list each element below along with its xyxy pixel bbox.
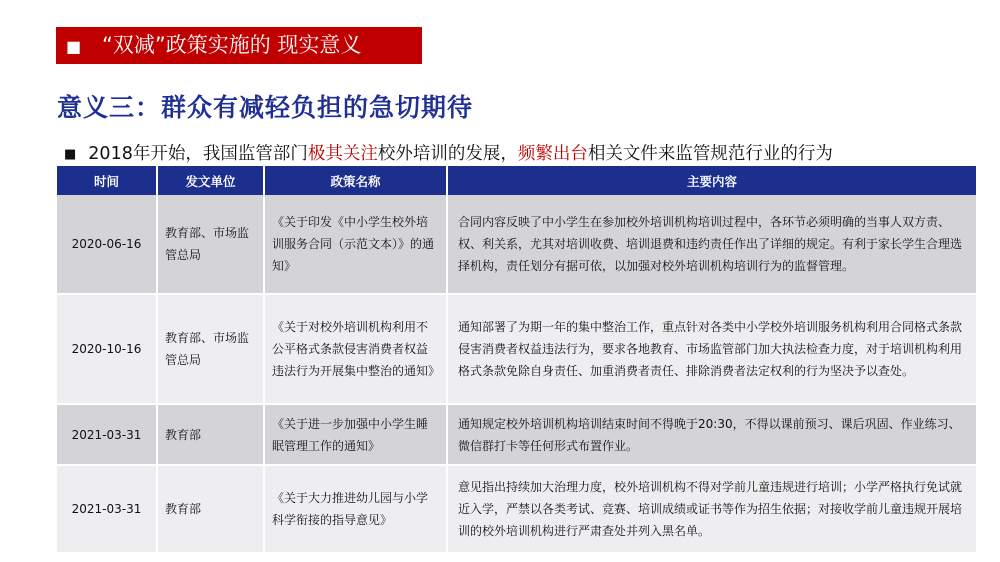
cell-content: 通知部署了为期一年的集中整治工作，重点针对各类中小学校外培训服务机构利用合同格式条款侵害消费者权益违法行为，要求各地教育、市场监管部门加大执法检查力度，对于培训机构利用格式条款免除自身责任、加重消费者责任、排除消费者法定权利的行为坚决予以查处。 [447, 294, 977, 404]
intro-highlight-1: 极其关注 [307, 144, 378, 164]
cell-unit: 教育部、市场监管总局 [157, 195, 264, 294]
cell-unit: 教育部、市场监管总局 [157, 294, 264, 404]
column-header-unit: 发文单位 [157, 166, 264, 195]
table-row [57, 195, 977, 294]
section-header [56, 27, 422, 64]
cell-content: 合同内容反映了中小学生在参加校外培训机构培训过程中，各环节必须明确的当事人双方责、权、利关系，尤其对培训收费、培训退费和违约责任作出了详细的规定。有利于家长学生合理选择机构，责任划分有据可依，以加强对校外培训机构培训行为的监督管理。 [447, 195, 977, 294]
column-header-content: 主要内容 [447, 166, 977, 195]
cell-content: 意见指出持续加大治理力度，校外培训机构不得对学前儿童违规进行培训；小学严格执行免试就近入学，严禁以各类考试、竞赛、培训成绩或证书等作为招生依据；对接收学前儿童违规开展培训的校外培训机构进行严肃查处并列入黑名单。 [447, 465, 977, 553]
cell-policy-name: 《关于进一步加强中小学生睡眠管理工作的通知》 [264, 404, 447, 465]
page-subtitle: 意义三：群众有减轻负担的急切期待 [57, 93, 474, 122]
cell-content: 通知规定校外培训机构培训结束时间不得晚于20:30，不得以课前预习、课后巩固、作业练习、微信群打卡等任何形式布置作业。 [447, 404, 977, 465]
table-header-row [57, 166, 977, 195]
intro-highlight-2: 频繁出台 [517, 144, 588, 164]
square-bullet-icon: ■ [66, 37, 82, 56]
intro-line [64, 140, 833, 165]
cell-unit: 教育部 [157, 404, 264, 465]
column-header-name: 政策名称 [264, 166, 447, 195]
table-row [57, 294, 977, 404]
intro-text-3: 相关文件来监管规范行业的行为 [587, 144, 833, 164]
policy-table [57, 166, 978, 554]
cell-time: 2021-03-31 [57, 404, 157, 465]
cell-time: 2021-03-31 [57, 465, 157, 553]
cell-time: 2020-06-16 [57, 195, 157, 294]
intro-text-2: 校外培训的发展， [377, 144, 518, 164]
square-bullet-icon: ■ [64, 147, 77, 162]
table-row [57, 465, 977, 553]
cell-unit: 教育部 [157, 465, 264, 553]
cell-policy-name: 《关于对校外培训机构利用不公平格式条款侵害消费者权益违法行为开展集中整治的通知》 [264, 294, 447, 404]
section-title: “双减”政策实施的 现实意义 [102, 33, 362, 57]
cell-policy-name: 《关于印发《中小学生校外培训服务合同（示范文本）》的通知》 [264, 195, 447, 294]
table-row [57, 404, 977, 465]
cell-policy-name: 《关于大力推进幼儿园与小学科学衔接的指导意见》 [264, 465, 447, 553]
intro-text-1: 2018年开始，我国监管部门 [88, 144, 308, 164]
column-header-time: 时间 [57, 166, 157, 195]
cell-time: 2020-10-16 [57, 294, 157, 404]
